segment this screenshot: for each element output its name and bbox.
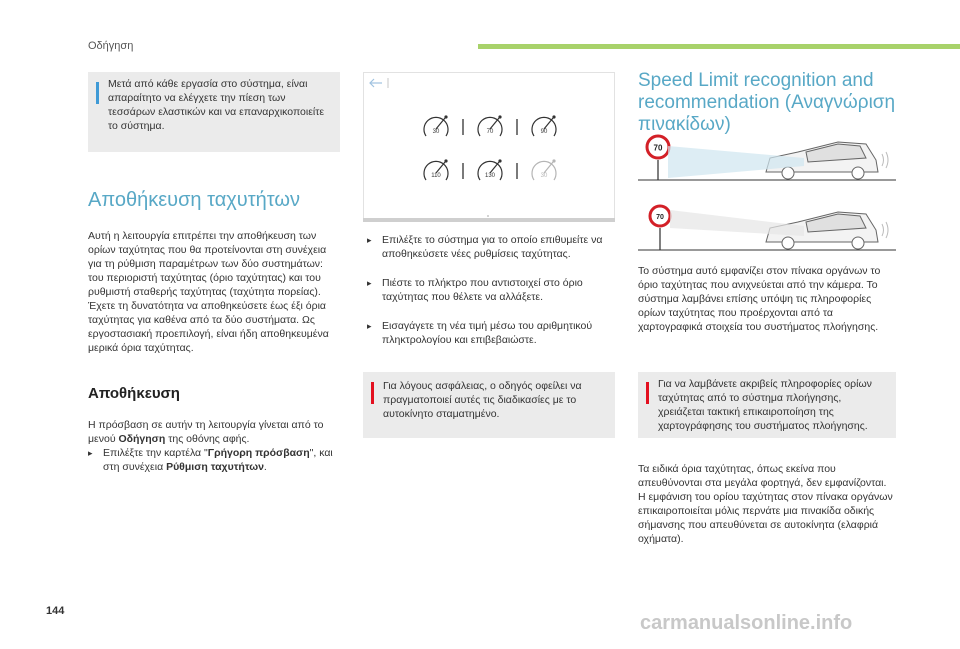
speed-limit-recognition-title xyxy=(638,70,948,136)
arrow-bullet-icon: ▸ xyxy=(367,278,372,288)
info-note-text: Μετά από κάθε εργασία στο σύστημα, είναι απαραίτητο να ελέγχετε την πίεση των τεσσάρων ελαστικών και να επαναρχικοποιείτε το σύστημα. xyxy=(108,78,325,132)
speed-gauge-button[interactable] xyxy=(532,115,556,136)
step-text: Επιλέξτε το σύστημα για το οποίο επιθυμείτε να αποθηκεύσετε νέες ρυθμίσεις ταχύτητας. xyxy=(382,234,603,260)
navigation-update-warning xyxy=(638,372,896,438)
road-sign-icon xyxy=(647,136,669,180)
section-accent-bar xyxy=(478,44,960,49)
gauge-value-label: 130 xyxy=(484,173,496,179)
arrow-bullet-icon: ▸ xyxy=(367,235,372,245)
watermark: carmanualsonline.info xyxy=(640,612,853,634)
title-line: Speed Limit recognition and xyxy=(638,70,874,91)
sign-recognition-illustration xyxy=(638,132,896,256)
speed-gauge-button[interactable] xyxy=(424,115,448,136)
arrow-bullet-icon: ▸ xyxy=(88,448,93,458)
back-arrow-icon xyxy=(370,78,388,88)
setting-name: Ρύθμιση ταχυτήτων xyxy=(166,461,264,473)
gauge-needle-tip xyxy=(552,159,555,162)
bullet-text-part: Επιλέξτε την καρτέλα " xyxy=(103,447,208,459)
speed-gauge-button[interactable] xyxy=(424,159,448,180)
menu-name: Οδήγηση xyxy=(118,433,166,445)
speed-gauges-svg xyxy=(364,73,616,223)
info-marker-icon xyxy=(96,82,99,104)
gauge-value-label: 70 xyxy=(486,129,494,135)
safety-warning-text: Για λόγους ασφάλειας, ο οδηγός οφείλει να πραγματοποιεί αυτές τις διαδικασίες με το αυτοκίνητο σταματημένο. xyxy=(383,380,582,420)
gauge-needle xyxy=(436,118,445,129)
bullet-text-part: . xyxy=(263,461,267,473)
speed-gauge-button[interactable] xyxy=(478,115,502,136)
special-limits-text: Τα ειδικά όρια ταχύτητας, όπως εκείνα που απευθύνονται στα μεγάλα φορτηγά, δεν εμφανίζονται. Η εμφάνιση του ορίου ταχύτητας στον πίνακα οργάνων επικαιροποιείται μόλις περνάτε μια πινακίδα οδικής σήμανσης που απευθύνεται σε αυτοκίνητα (ελαφριά οχήματα). xyxy=(638,463,893,545)
storage-title: Αποθήκευση xyxy=(88,385,180,402)
gauge-needle xyxy=(436,162,445,173)
warning-marker-icon xyxy=(646,382,649,404)
gauge-value-label: 30 xyxy=(540,173,548,179)
title-line: recommendation (Αναγνώριση πινακίδων) xyxy=(638,92,896,135)
gauge-needle-tip xyxy=(498,159,501,162)
storage-text-part: της οθόνης αφής. xyxy=(165,433,250,445)
speed-memo-text: Αυτή η λειτουργία επιτρέπει την αποθήκευση των ορίων ταχύτητας που θα προτείνονται στη συνέχεια για τη ρύθμιση παραμέτρων των δύο συστημάτων: του περιοριστή ταχύτητας (όριο ταχύτητας) και του ρυθμιστή σταθερής ταχύτητας (ταχύτητα πορείας). Έχετε τη δυνατότητα να αποθηκεύσετε έως έξι όρια ταχύτητας για καθένα από τα δύο συστήματα. Ως εργοστασιακή προεπιλογή, είναι ήδη αποθηκευμένα μερικά όρια ταχύτητας. xyxy=(88,230,329,354)
arrow-bullet-icon: ▸ xyxy=(367,321,372,331)
gauge-needle-tip xyxy=(444,159,447,162)
bullet-text-part: ", και στη συνέχεια xyxy=(103,447,333,473)
navigation-warning-text: Για να λαμβάνετε ακριβείς πληροφορίες ορίων ταχύτητας από το σύστημα πλοήγησης, χρειάζεται τακτική επικαιροποίηση της χαρτογράφησης του συστήματος πλοήγησης. xyxy=(658,378,872,432)
gauge-needle-tip xyxy=(498,115,501,118)
step-text: Εισαγάγετε τη νέα τιμή μέσω του αριθμητικού πληκτρολογίου και επιβεβαιώστε. xyxy=(382,320,593,346)
page-number: 144 xyxy=(46,605,65,617)
gauge-needle xyxy=(490,162,499,173)
storage-text-part: Η πρόσβαση σε αυτήν τη λειτουργία γίνεται από το μενού xyxy=(88,419,324,445)
touchscreen-illustration xyxy=(363,72,615,222)
sign-value: 70 xyxy=(656,214,664,221)
gauge-needle-tip xyxy=(444,115,447,118)
screen-base xyxy=(363,218,615,222)
step-text: Πιέστε το πλήκτρο που αντιστοιχεί στο όριο ταχύτητας που θέλετε να αλλάξετε. xyxy=(382,277,583,303)
section-label: Οδήγηση xyxy=(88,40,134,52)
safety-warning-note xyxy=(363,372,615,438)
speed-memo-title: Αποθήκευση ταχυτήτων xyxy=(88,189,300,211)
speed-gauge-button[interactable] xyxy=(478,159,502,180)
navigation-data-beam xyxy=(670,210,804,236)
gauge-needle xyxy=(544,162,553,173)
gauge-value-label: 90 xyxy=(540,129,548,135)
gauge-needle xyxy=(490,118,499,129)
road-sign-icon xyxy=(650,206,670,250)
gauge-value-label: 30 xyxy=(432,129,440,135)
info-note xyxy=(88,72,340,152)
recognition-description: Το σύστημα αυτό εμφανίζει στον πίνακα οργάνων το όριο ταχύτητας που ανιχνεύεται από την κάμερα. Το σύστημα λαμβάνει επίσης υπόψη τις πληροφορίες ορίων ταχύτητας που προέρχονται από τα χαρτογραφικά στοιχεία του συστήματος πλοήγησης. xyxy=(638,265,881,333)
storage-text xyxy=(88,418,340,446)
gauge-needle xyxy=(544,118,553,129)
step-bullet-1 xyxy=(367,233,622,261)
gauge-value-label: 110 xyxy=(431,173,441,179)
step-bullet-2 xyxy=(367,276,622,304)
tab-name: Γρήγορη πρόσβαση xyxy=(207,447,310,459)
gauge-needle-tip xyxy=(552,115,555,118)
speed-gauge-button[interactable] xyxy=(532,159,556,180)
step-bullet-3 xyxy=(367,319,622,347)
warning-marker-icon xyxy=(371,382,374,404)
sign-value: 70 xyxy=(653,143,663,153)
storage-bullet xyxy=(88,446,340,474)
